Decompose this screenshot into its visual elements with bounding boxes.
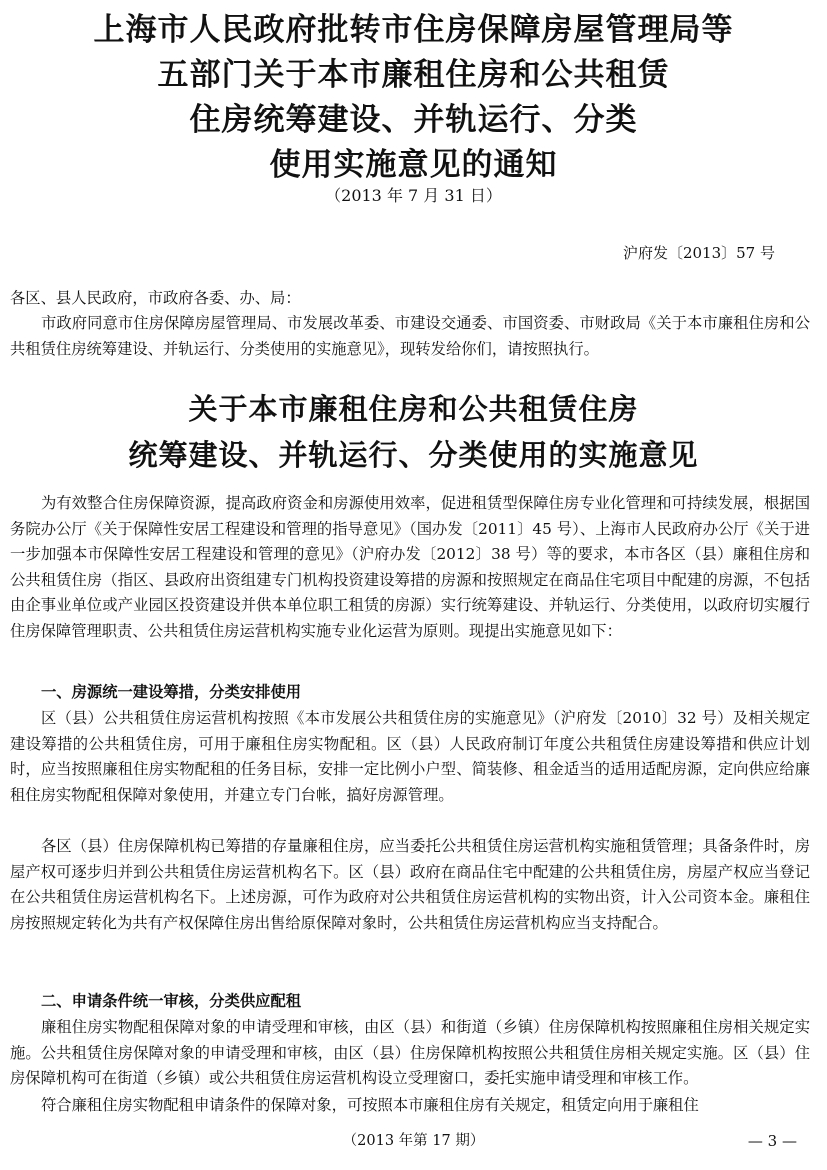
document-number: 沪府发〔2013〕57 号 [622,244,775,262]
opinion-title [0,386,827,478]
section2-paragraph-2: 符合廉租住房实物配租申请条件的保障对象，可按照本市廉租住房有关规定，租赁定向用于廉租住 [41,1096,699,1114]
section2-paragraph-1: 廉租住房实物配租保障对象的申请受理和审核，由区（县）和街道（乡镇）住房保障机构按照廉租住房相关规定实施。公共租赁住房保障对象的申请受理和审核，由区（县）住房保障机构按照公共租赁住房相关规定实施。区（县）住房保障机构可在街道（乡镇）或公共租赁住房运营机构设立受理窗口，委托实施申请受理和审核工作。 [10,1018,810,1087]
addressee: 各区、县人民政府，市政府各委、办、局： [10,289,301,307]
notice-title [20,8,807,188]
intro-paragraph: 为有效整合住房保障资源，提高政府资金和房源使用效率，促进租赁型保障住房专业化管理和可持续发展，根据国务院办公厅《关于保障性安居工程建设和管理的指导意见》（国办发〔2011〕45 号）、上海市人民政府办公厅《关于进一步加强本市保障性安居工程建设和管理的意见》（沪府办发〔2012〕38 号）等的要求，本市各区（县）廉租住房和公共租赁住房（指区、县政府出资组建专门机构投资建设筹措的房源和按照规定在商品住宅项目中配建的房源，不包括由企事业单位或产业园区投资建设并供本单位职工租赁的房源）实行统筹建设、并轨运行、分类使用，以政府切实履行住房保障管理职责、公共租赁住房运营机构实施专业化运营为原则。现提出实施意见如下： [10,494,810,640]
section-heading-1: 一、房源统一建设筹措，分类安排使用 [41,683,302,701]
journal-issue: （2013 年第 17 期） [342,1133,485,1149]
notice-title-line: 五部门关于本市廉租住房和公共租赁 [157,57,670,93]
notice-title-line: 使用实施意见的通知 [269,147,558,183]
page-number: — 3 — [747,1132,797,1150]
opinion-title-line: 关于本市廉租住房和公共租赁住房 [188,392,639,426]
issue-date: （2013 年 7 月 31 日） [325,186,502,205]
opinion-title-line: 统筹建设、并轨运行、分类使用的实施意见 [128,438,699,472]
notice-body: 市政府同意市住房保障房屋管理局、市发展改革委、市建设交通委、市国资委、市财政局《关于本市廉租住房和公共租赁住房统筹建设、并轨运行、分类使用的实施意见》，现转发给你们，请按照执行。 [10,314,810,358]
notice-title-line: 住房统筹建设、并轨运行、分类 [189,102,638,138]
section1-paragraph-2: 各区（县）住房保障机构已筹措的存量廉租住房，应当委托公共租赁住房运营机构实施租赁管理；具备条件时，房屋产权可逐步归并到公共租赁住房运营机构名下。区（县）政府在商品住宅中配建的公共租赁住房，房屋产权应当登记在公共租赁住房运营机构名下。上述房源，可作为政府对公共租赁住房运营机构的实物出资，计入公司资本金。廉租住房按照规定转化为共有产权保障住房出售给原保障对象时，公共租赁住房运营机构应当支持配合。 [10,837,810,932]
notice-title-line: 上海市人民政府批转市住房保障房屋管理局等 [93,12,734,48]
section1-paragraph-1: 区（县）公共租赁住房运营机构按照《本市发展公共租赁住房的实施意见》（沪府发〔2010〕32 号）及相关规定建设筹措的公共租赁住房，可用于廉租住房实物配租。区（县）人民政府制订年度公共租赁住房建设筹措和供应计划时，应当按照廉租住房实物配租的任务目标，安排一定比例小户型、简装修、租金适当的适用适配房源，定向供应给廉租住房实物配租保障对象使用，并建立专门台帐，搞好房源管理。 [10,709,810,804]
section-heading-2: 二、申请条件统一审核，分类供应配租 [41,992,302,1010]
